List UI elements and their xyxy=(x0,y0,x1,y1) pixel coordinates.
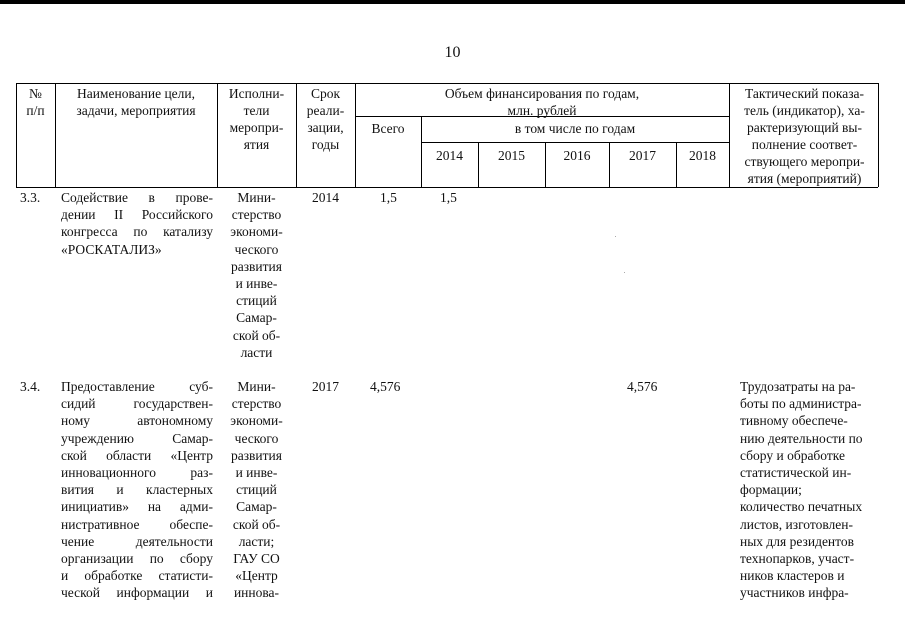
row-3-3-num: 3.3. xyxy=(20,190,41,205)
row-3-4-indicator: Трудозатраты на ра- боты по администра- тивному обеспече- нию деятельности по сбору и обработке статистической ин- формации; количество печатных листов, изготовлен- ных для резидентов технопарков, участ- ников кластеров и участников инфра- xyxy=(740,379,863,601)
header-year-2014: 2014 xyxy=(436,148,463,163)
row-3-4-name-line: организации по сбору xyxy=(61,551,213,567)
header-year-2016: 2016 xyxy=(563,148,591,163)
row-3-4-term: 2017 xyxy=(312,379,339,394)
row-3-4-name-line: ному автономному xyxy=(61,413,213,429)
table-top-border xyxy=(16,83,878,84)
header-year-2018: 2018 xyxy=(689,148,716,163)
row-3-4-name-line: нистративное обеспе- xyxy=(61,516,213,532)
row-3-3-2014: 1,5 xyxy=(440,190,457,205)
row-3-3-name-line: «РОСКАТАЛИЗ» xyxy=(61,241,162,257)
header-total: Всего xyxy=(371,121,405,136)
header-term: Срок реали- зации, годы xyxy=(306,86,345,152)
scan-top-border xyxy=(0,0,905,4)
row-3-4-name-line: сидий государствен- xyxy=(61,396,213,412)
row-3-3-executors: Мини- стерство экономи- ческого развития и инве- стиций Самар- ской об- ласти xyxy=(230,190,283,360)
row-3-3-total: 1,5 xyxy=(380,190,397,205)
header-indicator: Тактический показа- тель (индикатор), ха- рактеризующий вы- полнение соответ- ствующего меропри- ятия (мероприятий) xyxy=(744,86,865,186)
row-3-3-name-line: конгресса по катализу xyxy=(61,224,213,240)
row-3-4-name-line: ческой информации и xyxy=(61,585,213,601)
row-3-4-2017: 4,576 xyxy=(627,379,658,394)
header-name: Наименование цели, задачи, мероприятия xyxy=(76,86,196,118)
row-3-3-name-line: Содействие в прове- xyxy=(61,190,213,205)
row-3-4-name xyxy=(61,378,213,602)
scan-speck xyxy=(615,236,616,237)
row-3-3-term: 2014 xyxy=(312,190,339,205)
header-funding: Объем финансирования по годам, млн. рублей xyxy=(444,86,640,118)
row-3-4-num: 3.4. xyxy=(20,379,41,394)
header-bottom-border xyxy=(16,187,878,188)
header-year-2017: 2017 xyxy=(629,148,656,163)
row-3-3-name-line: дении II Российского xyxy=(61,207,213,223)
row-3-4-name-line: инновационного раз- xyxy=(61,465,213,481)
col-border-10 xyxy=(729,83,730,187)
row-3-4-name-line: инициатив» на адми- xyxy=(61,499,213,515)
years-border xyxy=(421,142,729,143)
row-3-4-name-line: учреждению Самар- xyxy=(61,430,213,446)
header-including: в том числе по годам xyxy=(514,121,636,136)
row-3-4-name-line: ской области «Центр xyxy=(61,447,213,463)
page-number: 10 xyxy=(444,44,461,61)
row-3-4-total: 4,576 xyxy=(370,379,401,394)
header-year-2015: 2015 xyxy=(498,148,525,163)
row-3-4-name-line: чение деятельности xyxy=(61,533,213,549)
row-3-4-name-line: Предоставление суб- xyxy=(61,379,213,394)
scan-speck xyxy=(624,272,625,273)
row-3-4-executors: Мини- стерство экономи- ческого развития и инве- стиций Самар- ской об- ласти; ГАУ СО «Центр иннова- xyxy=(230,379,283,601)
header-executors: Исполни- тели меропри- ятия xyxy=(228,86,285,152)
header-num: № п/п xyxy=(26,86,45,118)
col-border-right xyxy=(878,83,879,187)
row-3-4-name-line: вития и кластерных xyxy=(61,482,213,498)
row-3-4-name-line: и обработке статисти- xyxy=(61,568,213,584)
row-3-3-name xyxy=(61,189,213,258)
